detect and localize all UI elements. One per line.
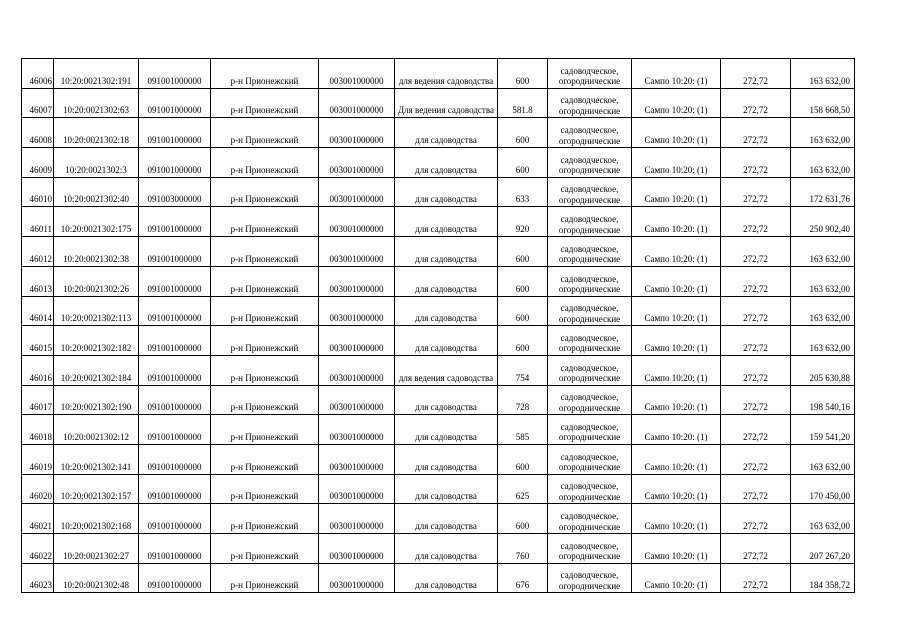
- cadastral-zone-cell: Сампо 10:20: (1): [632, 385, 721, 415]
- table-row: [22, 207, 855, 237]
- locality-code-cell: 003001000000: [319, 177, 395, 207]
- okato-code-cell: 091001000000: [139, 88, 211, 118]
- specific-value-cell: 272,72: [721, 88, 791, 118]
- district-cell: р-н Прионежский: [211, 563, 319, 593]
- table-row: [22, 415, 855, 445]
- okato-code-cell: 091001000000: [139, 415, 211, 445]
- cadastral-value-cell: 163 632,00: [791, 148, 855, 178]
- district-cell: р-н Прионежский: [211, 59, 319, 89]
- specific-value-cell: 272,72: [721, 385, 791, 415]
- okato-code-cell: 091001000000: [139, 355, 211, 385]
- okato-code-cell: 091001000000: [139, 444, 211, 474]
- okato-code-cell: 091001000000: [139, 296, 211, 326]
- specific-value-cell: 272,72: [721, 148, 791, 178]
- permitted-use-cell: для садоводства: [395, 296, 498, 326]
- okato-code-cell: 091001000000: [139, 326, 211, 356]
- specific-value-cell: 272,72: [721, 415, 791, 445]
- cadastral-value-cell: 163 632,00: [791, 296, 855, 326]
- permitted-use-cell: для садоводства: [395, 474, 498, 504]
- district-cell: р-н Прионежский: [211, 504, 319, 534]
- specific-value-cell: 272,72: [721, 237, 791, 267]
- parcel-number-cell: 46012: [22, 237, 54, 267]
- okato-code-cell: 091003000000: [139, 177, 211, 207]
- cadastral-number-cell: 10:20:0021302:26: [54, 266, 139, 296]
- specific-value-cell: 272,72: [721, 563, 791, 593]
- cadastral-zone-cell: Сампо 10:20: (1): [632, 474, 721, 504]
- district-cell: р-н Прионежский: [211, 266, 319, 296]
- document-sheet: [21, 58, 855, 593]
- specific-value-cell: 272,72: [721, 444, 791, 474]
- cadastral-value-cell: 158 668,50: [791, 88, 855, 118]
- table-row: [22, 148, 855, 178]
- parcel-number-cell: 46019: [22, 444, 54, 474]
- specific-value-cell: 272,72: [721, 355, 791, 385]
- cadastral-zone-cell: Сампо 10:20: (1): [632, 266, 721, 296]
- permitted-use-cell: для садоводства: [395, 177, 498, 207]
- cadastral-value-cell: 163 632,00: [791, 237, 855, 267]
- parcel-number-cell: 46021: [22, 504, 54, 534]
- land-parcel-table: [21, 58, 855, 593]
- okato-code-cell: 091001000000: [139, 59, 211, 89]
- area-cell: 600: [498, 266, 548, 296]
- land-category-cell: садоводческое, огороднические: [548, 237, 632, 267]
- okato-code-cell: 091001000000: [139, 266, 211, 296]
- permitted-use-cell: для садоводства: [395, 118, 498, 148]
- district-cell: р-н Прионежский: [211, 534, 319, 564]
- parcel-number-cell: 46013: [22, 266, 54, 296]
- district-cell: р-н Прионежский: [211, 118, 319, 148]
- table-row: [22, 59, 855, 89]
- land-category-cell: садоводческое, огороднические: [548, 296, 632, 326]
- okato-code-cell: 091001000000: [139, 148, 211, 178]
- table-row: [22, 504, 855, 534]
- cadastral-number-cell: 10:20:0021302:157: [54, 474, 139, 504]
- area-cell: 625: [498, 474, 548, 504]
- land-category-cell: садоводческое, огороднические: [548, 355, 632, 385]
- locality-code-cell: 003001000000: [319, 326, 395, 356]
- land-category-cell: садоводческое, огороднические: [548, 534, 632, 564]
- locality-code-cell: 003001000000: [319, 534, 395, 564]
- parcel-number-cell: 46018: [22, 415, 54, 445]
- cadastral-value-cell: 163 632,00: [791, 444, 855, 474]
- permitted-use-cell: для садоводства: [395, 563, 498, 593]
- area-cell: 920: [498, 207, 548, 237]
- table-row: [22, 534, 855, 564]
- locality-code-cell: 003001000000: [319, 296, 395, 326]
- cadastral-number-cell: 10:20:0021302:175: [54, 207, 139, 237]
- permitted-use-cell: для садоводства: [395, 237, 498, 267]
- locality-code-cell: 003001000000: [319, 474, 395, 504]
- table-row: [22, 355, 855, 385]
- okato-code-cell: 091001000000: [139, 118, 211, 148]
- cadastral-number-cell: 10:20:0021302:3: [54, 148, 139, 178]
- cadastral-value-cell: 163 632,00: [791, 326, 855, 356]
- land-category-cell: садоводческое, огороднические: [548, 207, 632, 237]
- okato-code-cell: 091001000000: [139, 474, 211, 504]
- cadastral-zone-cell: Сампо 10:20: (1): [632, 326, 721, 356]
- cadastral-zone-cell: Сампо 10:20: (1): [632, 207, 721, 237]
- okato-code-cell: 091001000000: [139, 207, 211, 237]
- locality-code-cell: 003001000000: [319, 385, 395, 415]
- specific-value-cell: 272,72: [721, 534, 791, 564]
- permitted-use-cell: для садоводства: [395, 207, 498, 237]
- cadastral-zone-cell: Сампо 10:20: (1): [632, 177, 721, 207]
- area-cell: 600: [498, 237, 548, 267]
- locality-code-cell: 003001000000: [319, 266, 395, 296]
- cadastral-value-cell: 159 541,20: [791, 415, 855, 445]
- cadastral-zone-cell: Сампо 10:20: (1): [632, 237, 721, 267]
- area-cell: 633: [498, 177, 548, 207]
- specific-value-cell: 272,72: [721, 266, 791, 296]
- land-category-cell: садоводческое, огороднические: [548, 177, 632, 207]
- area-cell: 728: [498, 385, 548, 415]
- permitted-use-cell: для ведения садоводства: [395, 59, 498, 89]
- cadastral-zone-cell: Сампо 10:20: (1): [632, 355, 721, 385]
- table-row: [22, 266, 855, 296]
- land-category-cell: садоводческое, огороднические: [548, 385, 632, 415]
- table-row: [22, 296, 855, 326]
- parcel-number-cell: 46022: [22, 534, 54, 564]
- locality-code-cell: 003001000000: [319, 237, 395, 267]
- area-cell: 600: [498, 148, 548, 178]
- district-cell: р-н Прионежский: [211, 296, 319, 326]
- cadastral-zone-cell: Сампо 10:20: (1): [632, 504, 721, 534]
- okato-code-cell: 091001000000: [139, 563, 211, 593]
- table-row: [22, 474, 855, 504]
- cadastral-value-cell: 172 631,76: [791, 177, 855, 207]
- parcel-number-cell: 46009: [22, 148, 54, 178]
- permitted-use-cell: для садоводства: [395, 148, 498, 178]
- cadastral-value-cell: 170 450,00: [791, 474, 855, 504]
- specific-value-cell: 272,72: [721, 504, 791, 534]
- district-cell: р-н Прионежский: [211, 148, 319, 178]
- parcel-number-cell: 46017: [22, 385, 54, 415]
- cadastral-zone-cell: Сампо 10:20: (1): [632, 148, 721, 178]
- land-category-cell: садоводческое, огороднические: [548, 444, 632, 474]
- cadastral-number-cell: 10:20:0021302:191: [54, 59, 139, 89]
- permitted-use-cell: для садоводства: [395, 415, 498, 445]
- land-category-cell: садоводческое, огороднические: [548, 59, 632, 89]
- district-cell: р-н Прионежский: [211, 474, 319, 504]
- area-cell: 676: [498, 563, 548, 593]
- parcel-number-cell: 46007: [22, 88, 54, 118]
- permitted-use-cell: для садоводства: [395, 385, 498, 415]
- specific-value-cell: 272,72: [721, 118, 791, 148]
- area-cell: 600: [498, 444, 548, 474]
- district-cell: р-н Прионежский: [211, 177, 319, 207]
- locality-code-cell: 003001000000: [319, 118, 395, 148]
- cadastral-number-cell: 10:20:0021302:184: [54, 355, 139, 385]
- locality-code-cell: 003001000000: [319, 563, 395, 593]
- district-cell: р-н Прионежский: [211, 444, 319, 474]
- permitted-use-cell: для садоводства: [395, 326, 498, 356]
- district-cell: р-н Прионежский: [211, 88, 319, 118]
- parcel-number-cell: 46010: [22, 177, 54, 207]
- area-cell: 600: [498, 296, 548, 326]
- cadastral-zone-cell: Сампо 10:20: (1): [632, 563, 721, 593]
- table-row: [22, 444, 855, 474]
- cadastral-number-cell: 10:20:0021302:168: [54, 504, 139, 534]
- specific-value-cell: 272,72: [721, 207, 791, 237]
- parcel-number-cell: 46023: [22, 563, 54, 593]
- table-row: [22, 326, 855, 356]
- district-cell: р-н Прионежский: [211, 355, 319, 385]
- locality-code-cell: 003001000000: [319, 59, 395, 89]
- parcel-number-cell: 46016: [22, 355, 54, 385]
- okato-code-cell: 091001000000: [139, 534, 211, 564]
- land-category-cell: садоводческое, огороднические: [548, 563, 632, 593]
- cadastral-value-cell: 163 632,00: [791, 118, 855, 148]
- area-cell: 600: [498, 504, 548, 534]
- land-category-cell: садоводческое, огороднические: [548, 474, 632, 504]
- district-cell: р-н Прионежский: [211, 237, 319, 267]
- permitted-use-cell: для садоводства: [395, 266, 498, 296]
- locality-code-cell: 003001000000: [319, 88, 395, 118]
- permitted-use-cell: для садоводства: [395, 444, 498, 474]
- cadastral-zone-cell: Сампо 10:20: (1): [632, 88, 721, 118]
- table-row: [22, 118, 855, 148]
- cadastral-number-cell: 10:20:0021302:182: [54, 326, 139, 356]
- locality-code-cell: 003001000000: [319, 444, 395, 474]
- cadastral-number-cell: 10:20:0021302:48: [54, 563, 139, 593]
- cadastral-number-cell: 10:20:0021302:190: [54, 385, 139, 415]
- table-row: [22, 237, 855, 267]
- land-category-cell: садоводческое, огороднические: [548, 504, 632, 534]
- parcel-number-cell: 46014: [22, 296, 54, 326]
- locality-code-cell: 003001000000: [319, 415, 395, 445]
- table-row: [22, 385, 855, 415]
- specific-value-cell: 272,72: [721, 474, 791, 504]
- okato-code-cell: 091001000000: [139, 385, 211, 415]
- district-cell: р-н Прионежский: [211, 415, 319, 445]
- cadastral-value-cell: 250 902,40: [791, 207, 855, 237]
- specific-value-cell: 272,72: [721, 296, 791, 326]
- cadastral-value-cell: 163 632,00: [791, 266, 855, 296]
- locality-code-cell: 003001000000: [319, 355, 395, 385]
- locality-code-cell: 003001000000: [319, 148, 395, 178]
- land-category-cell: садоводческое, огороднические: [548, 88, 632, 118]
- cadastral-value-cell: 205 630,88: [791, 355, 855, 385]
- table-row: [22, 88, 855, 118]
- area-cell: 600: [498, 59, 548, 89]
- area-cell: 754: [498, 355, 548, 385]
- cadastral-number-cell: 10:20:0021302:141: [54, 444, 139, 474]
- cadastral-value-cell: 184 358,72: [791, 563, 855, 593]
- locality-code-cell: 003001000000: [319, 504, 395, 534]
- land-category-cell: садоводческое, огороднические: [548, 148, 632, 178]
- cadastral-number-cell: 10:20:0021302:113: [54, 296, 139, 326]
- area-cell: 581.8: [498, 88, 548, 118]
- cadastral-number-cell: 10:20:0021302:63: [54, 88, 139, 118]
- cadastral-value-cell: 207 267,20: [791, 534, 855, 564]
- land-category-cell: садоводческое, огороднические: [548, 415, 632, 445]
- area-cell: 760: [498, 534, 548, 564]
- parcel-number-cell: 46006: [22, 59, 54, 89]
- land-category-cell: садоводческое, огороднические: [548, 118, 632, 148]
- cadastral-zone-cell: Сампо 10:20: (1): [632, 444, 721, 474]
- area-cell: 585: [498, 415, 548, 445]
- cadastral-value-cell: 198 540,16: [791, 385, 855, 415]
- locality-code-cell: 003001000000: [319, 207, 395, 237]
- specific-value-cell: 272,72: [721, 177, 791, 207]
- permitted-use-cell: для садоводства: [395, 504, 498, 534]
- table-body: [22, 59, 855, 593]
- cadastral-number-cell: 10:20:0021302:18: [54, 118, 139, 148]
- land-category-cell: садоводческое, огороднические: [548, 326, 632, 356]
- cadastral-zone-cell: Сампо 10:20: (1): [632, 59, 721, 89]
- district-cell: р-н Прионежский: [211, 326, 319, 356]
- permitted-use-cell: для садоводства: [395, 534, 498, 564]
- cadastral-number-cell: 10:20:0021302:38: [54, 237, 139, 267]
- parcel-number-cell: 46008: [22, 118, 54, 148]
- specific-value-cell: 272,72: [721, 59, 791, 89]
- land-category-cell: садоводческое, огороднические: [548, 266, 632, 296]
- cadastral-zone-cell: Сампо 10:20: (1): [632, 415, 721, 445]
- parcel-number-cell: 46011: [22, 207, 54, 237]
- parcel-number-cell: 46020: [22, 474, 54, 504]
- okato-code-cell: 091001000000: [139, 504, 211, 534]
- table-row: [22, 563, 855, 593]
- area-cell: 600: [498, 326, 548, 356]
- cadastral-number-cell: 10:20:0021302:27: [54, 534, 139, 564]
- cadastral-value-cell: 163 632,00: [791, 504, 855, 534]
- cadastral-zone-cell: Сампо 10:20: (1): [632, 118, 721, 148]
- permitted-use-cell: для ведения садоводства: [395, 355, 498, 385]
- cadastral-number-cell: 10:20:0021302:40: [54, 177, 139, 207]
- area-cell: 600: [498, 118, 548, 148]
- permitted-use-cell: Для ведения садоводства: [395, 88, 498, 118]
- parcel-number-cell: 46015: [22, 326, 54, 356]
- district-cell: р-н Прионежский: [211, 207, 319, 237]
- okato-code-cell: 091001000000: [139, 237, 211, 267]
- specific-value-cell: 272,72: [721, 326, 791, 356]
- cadastral-zone-cell: Сампо 10:20: (1): [632, 296, 721, 326]
- district-cell: р-н Прионежский: [211, 385, 319, 415]
- cadastral-zone-cell: Сампо 10:20: (1): [632, 534, 721, 564]
- cadastral-value-cell: 163 632,00: [791, 59, 855, 89]
- table-row: [22, 177, 855, 207]
- cadastral-number-cell: 10:20:0021302:12: [54, 415, 139, 445]
